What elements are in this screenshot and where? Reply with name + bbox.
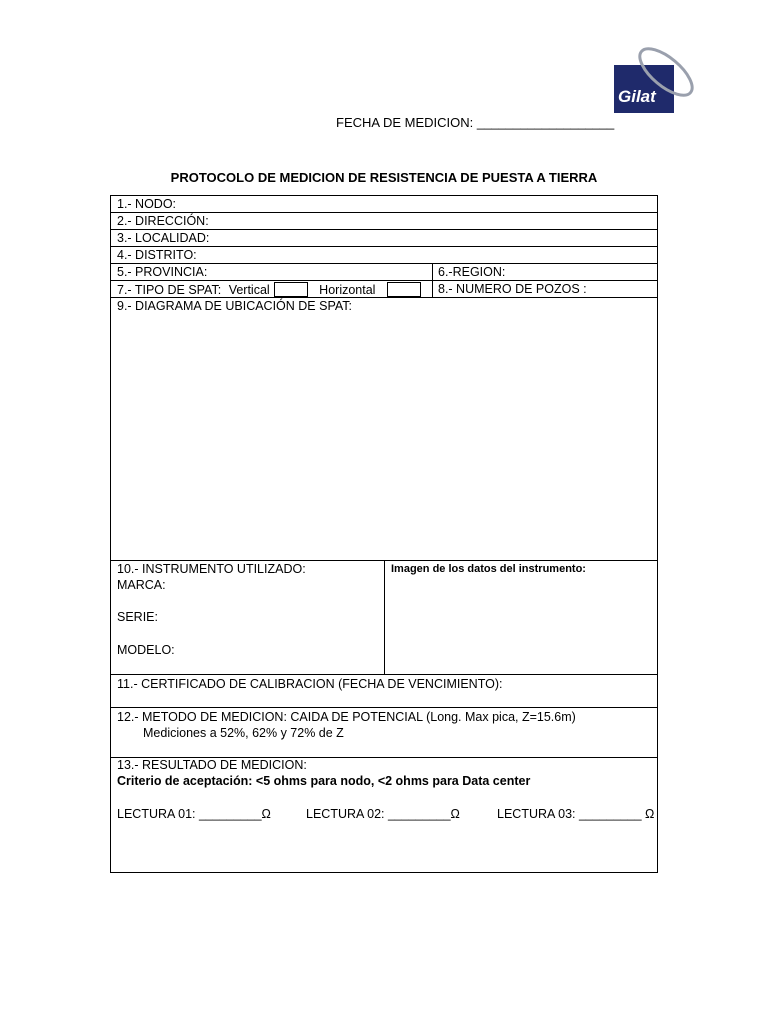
modelo-label: MODELO: bbox=[117, 643, 175, 657]
page-title: PROTOCOLO DE MEDICION DE RESISTENCIA DE PUESTA A TIERRA bbox=[170, 170, 598, 185]
gilat-logo bbox=[604, 40, 698, 118]
row-diagrama bbox=[111, 298, 657, 561]
logo-text: Gilat bbox=[618, 87, 656, 106]
row-nodo bbox=[111, 196, 657, 213]
divider bbox=[432, 264, 433, 280]
lectura-03: LECTURA 03: _________ Ω bbox=[497, 807, 655, 821]
row-direccion bbox=[111, 213, 657, 230]
row-resultado bbox=[111, 758, 657, 874]
lectura-02: LECTURA 02: _________Ω bbox=[306, 807, 460, 821]
imagen-datos-label: Imagen de los datos del instrumento: bbox=[391, 563, 586, 575]
row-localidad bbox=[111, 230, 657, 247]
row-tipo-spat bbox=[111, 281, 657, 298]
numero-pozos-label: 8.- NUMERO DE POZOS : bbox=[438, 282, 587, 296]
certificado-label: 11.- CERTIFICADO DE CALIBRACION (FECHA DE VENCIMIENTO): bbox=[117, 677, 503, 691]
tipo-spat-text: 7.- TIPO DE SPAT: bbox=[117, 283, 222, 297]
horizontal-checkbox[interactable] bbox=[387, 282, 421, 297]
row-distrito bbox=[111, 247, 657, 264]
serie-label: SERIE: bbox=[117, 610, 158, 624]
region-label: 6.-REGION: bbox=[438, 265, 506, 279]
fecha-medicion: FECHA DE MEDICION: ___________________ bbox=[336, 115, 615, 130]
resultado-label: 13.- RESULTADO DE MEDICION: bbox=[117, 758, 307, 772]
row-provincia bbox=[111, 264, 657, 281]
row-instrumento bbox=[111, 561, 657, 675]
mediciones-label: Mediciones a 52%, 62% y 72% de Z bbox=[143, 726, 344, 740]
vertical-checkbox[interactable] bbox=[274, 282, 308, 297]
marca-label: MARCA: bbox=[117, 578, 166, 592]
metodo-label: 12.- METODO DE MEDICION: CAIDA DE POTENCIAL (Long. Max pica, Z=15.6m) bbox=[117, 710, 576, 724]
divider bbox=[384, 561, 385, 674]
localidad-label: 3.- LOCALIDAD: bbox=[117, 231, 210, 245]
distrito-label: 4.- DISTRITO: bbox=[117, 248, 197, 262]
direccion-label: 2.- DIRECCIÓN: bbox=[117, 214, 209, 228]
instrumento-label: 10.- INSTRUMENTO UTILIZADO: bbox=[117, 562, 306, 576]
vertical-label: Vertical bbox=[228, 283, 270, 297]
nodo-label: 1.- NODO: bbox=[117, 197, 177, 211]
lectura-01: LECTURA 01: _________Ω bbox=[117, 807, 271, 821]
measurement-form bbox=[110, 195, 658, 873]
divider bbox=[432, 281, 433, 297]
provincia-label: 5.- PROVINCIA: bbox=[117, 265, 208, 279]
row-certificado bbox=[111, 675, 657, 708]
tipo-spat-label bbox=[117, 282, 421, 297]
row-metodo bbox=[111, 708, 657, 758]
diagrama-label: 9.- DIAGRAMA DE UBICACIÓN DE SPAT: bbox=[117, 299, 352, 313]
criterio-label: Criterio de aceptación: <5 ohms para nodo, <2 ohms para Data center bbox=[117, 774, 531, 788]
horizontal-label: Horizontal bbox=[319, 283, 376, 297]
